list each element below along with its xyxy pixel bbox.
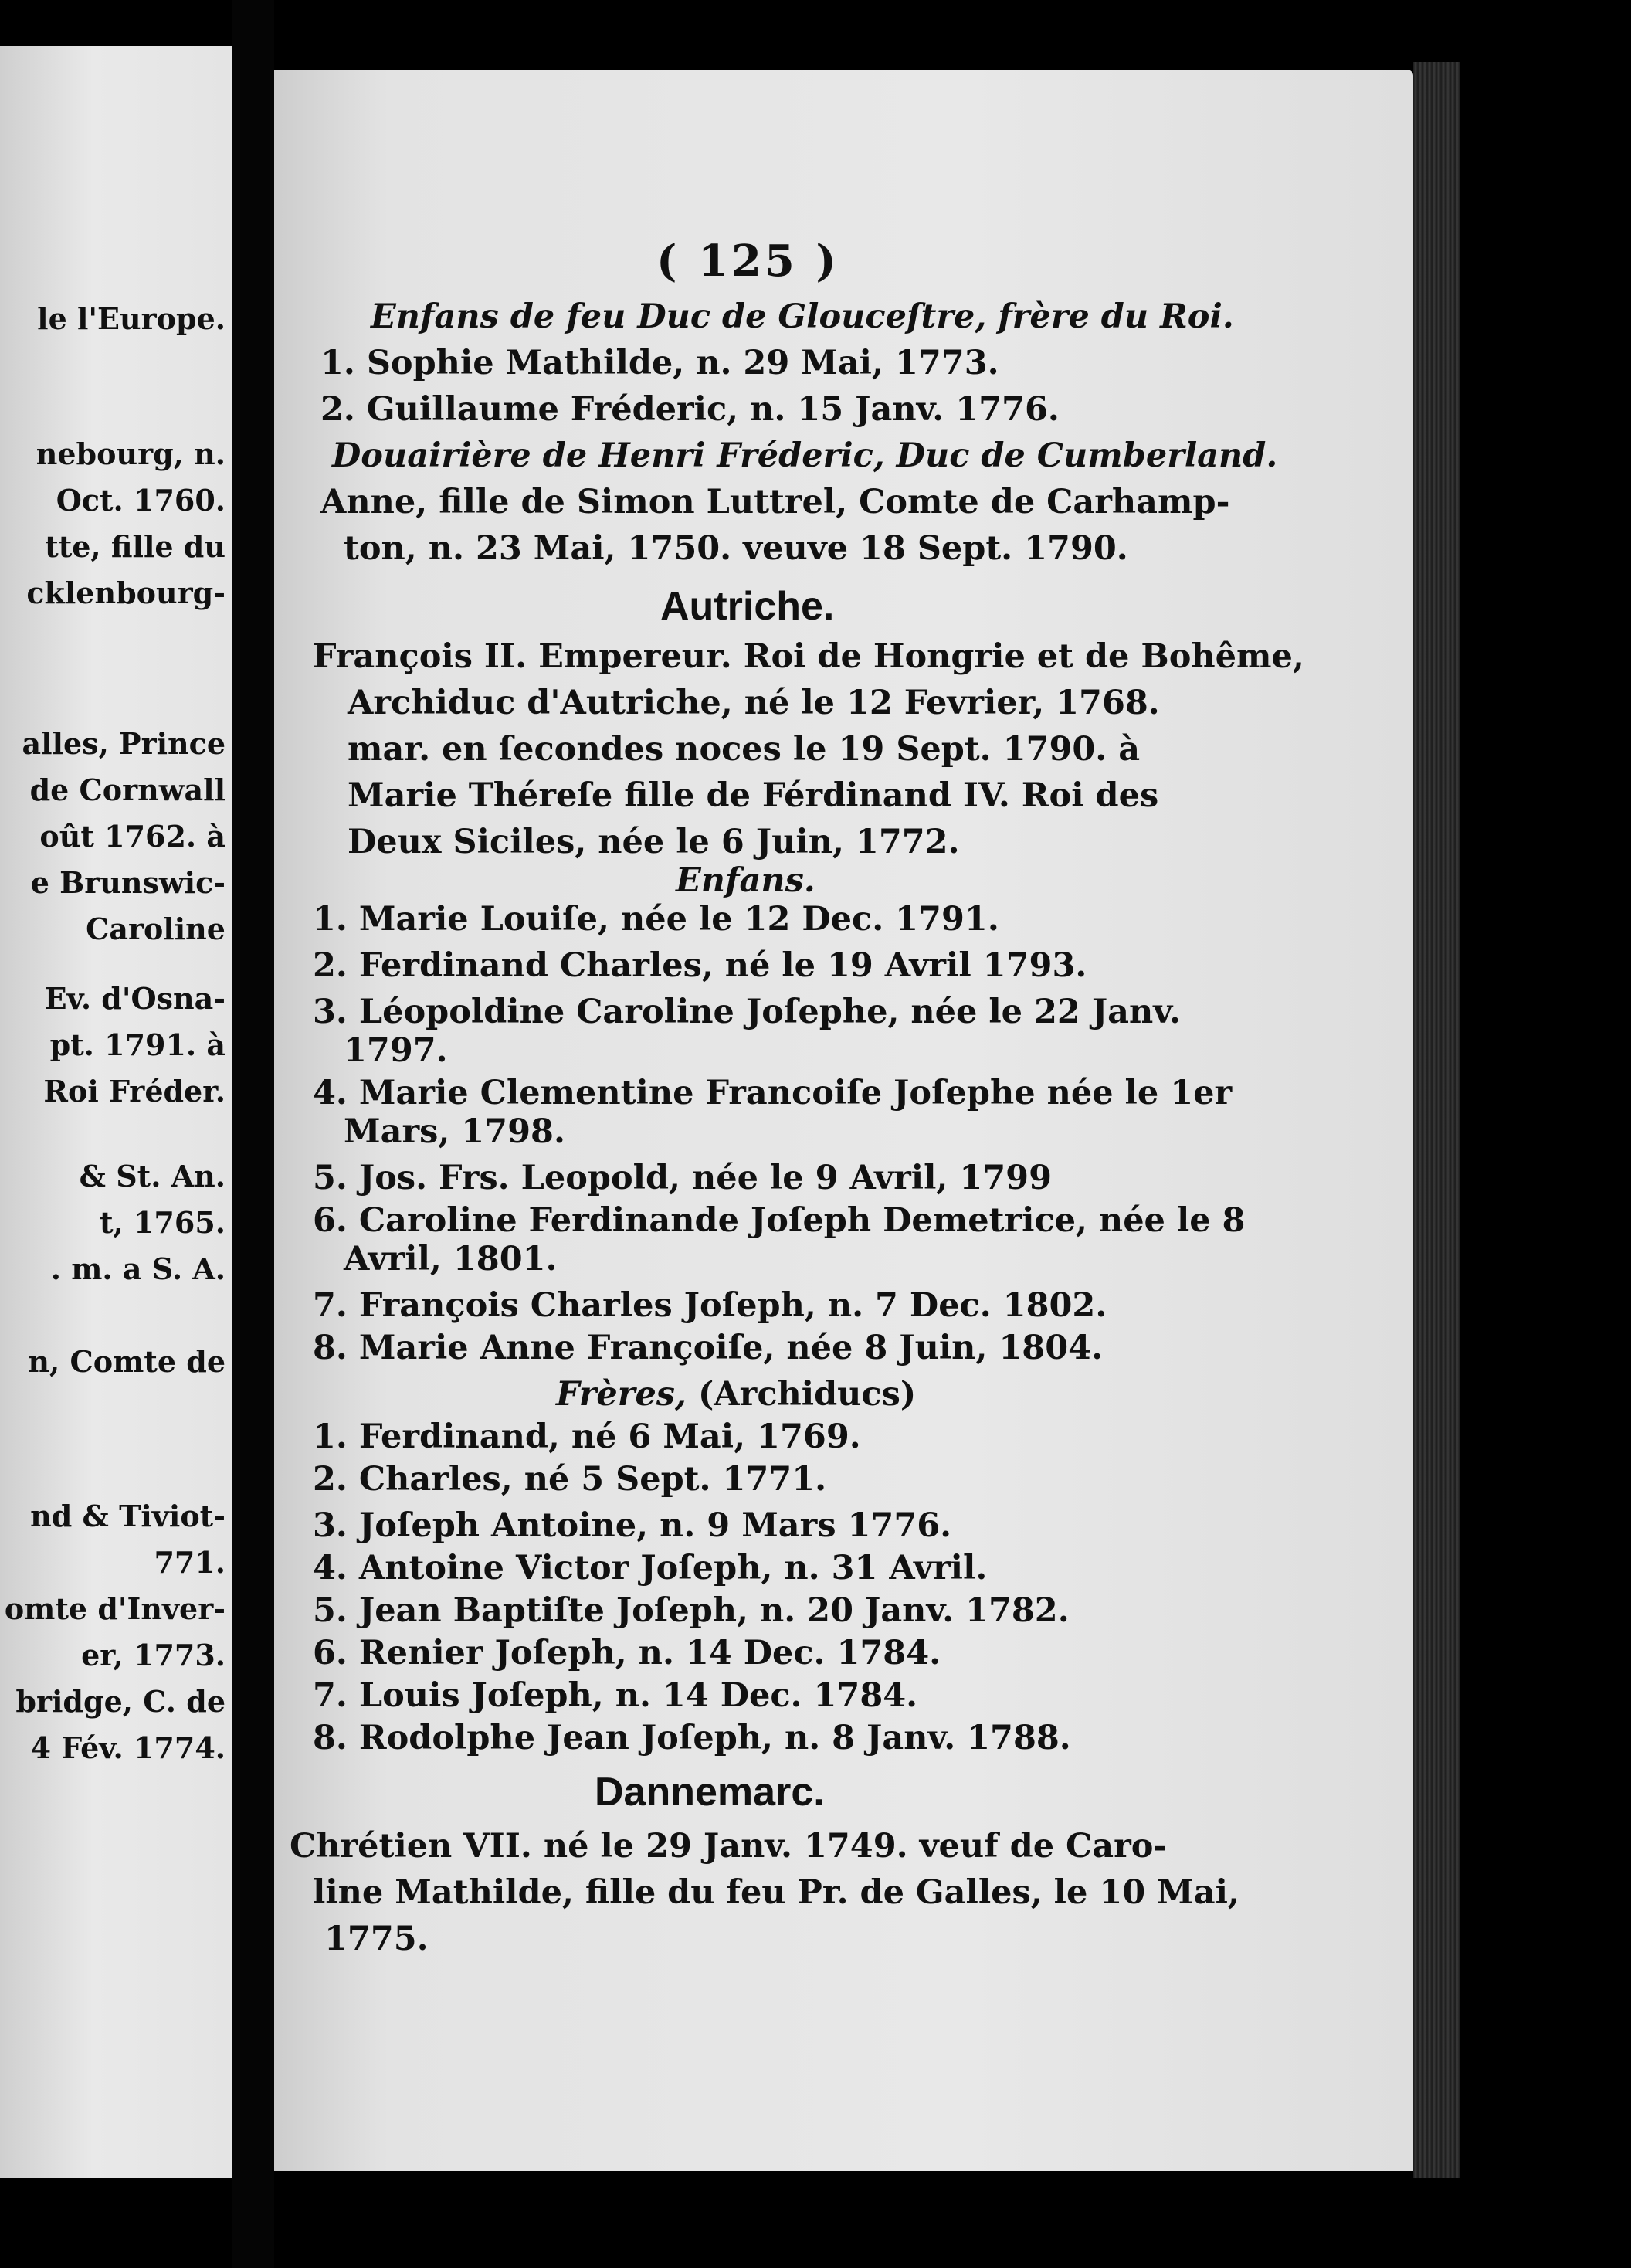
entry-line: 2. Charles, né 5 Sept. 1771. <box>313 1460 827 1499</box>
subsection-heading: Enfans. <box>676 861 816 900</box>
entry-line: Marie Théreſe fille de Férdinand IV. Roi des <box>348 776 1159 815</box>
entry-line: François II. Empereur. Roi de Hongrie et de Bohême, <box>313 637 1304 676</box>
left-line: er, 1773. <box>81 1638 225 1672</box>
entry-line: 1. Marie Louiſe, née le 12 Dec. 1791. <box>313 900 999 939</box>
left-line: Ev. d'Osna- <box>44 981 225 1016</box>
country-title: Autriche. <box>660 584 835 629</box>
left-line: omte d'Inver- <box>4 1591 225 1626</box>
entry-line: 4. Antoine Victor Joſeph, n. 31 Avril. <box>313 1549 988 1587</box>
left-line: pt. 1791. à <box>49 1027 225 1062</box>
freres-heading-label: Frères, <box>556 1375 687 1414</box>
entry-line: Mars, 1798. <box>344 1112 565 1151</box>
left-line: Caroline <box>86 912 225 946</box>
entry-line: line Mathilde, fille du feu Pr. de Galles, le 10 Mai, <box>313 1873 1239 1912</box>
entry-line: ton, n. 23 Mai, 1750. veuve 18 Sept. 1790. <box>344 529 1128 568</box>
entry-line: 3. Joſeph Antoine, n. 9 Mars 1776. <box>313 1506 952 1545</box>
entry-line: 5. Jean Baptiſte Joſeph, n. 20 Janv. 1782. <box>313 1591 1070 1630</box>
entry-line: 8. Marie Anne Françoiſe, née 8 Juin, 1804. <box>313 1329 1104 1367</box>
entry-line: 6. Renier Joſeph, n. 14 Dec. 1784. <box>313 1634 941 1672</box>
left-line: Roi Fréder. <box>43 1074 225 1109</box>
left-line: nebourg, n. <box>36 436 225 471</box>
entry-line: 8. Rodolphe Jean Joſeph, n. 8 Janv. 1788. <box>313 1719 1071 1757</box>
page-number: ( 125 ) <box>656 236 839 287</box>
entry-line: 5. Jos. Frs. Leopold, née le 9 Avril, 1799 <box>313 1159 1053 1197</box>
country-title: Dannemarc. <box>595 1770 825 1815</box>
left-line: oût 1762. à <box>39 819 225 854</box>
entry-line: 7. François Charles Joſeph, n. 7 Dec. 1802. <box>313 1286 1107 1325</box>
left-line: & St. An. <box>79 1159 225 1193</box>
entry-line: Deux Siciles, née le 6 Juin, 1772. <box>348 823 960 861</box>
entry-line: Anne, fille de Simon Luttrel, Comte de Carhamp- <box>320 483 1230 521</box>
entry-line: Avril, 1801. <box>344 1240 558 1278</box>
left-line: t, 1765. <box>99 1205 225 1240</box>
left-line: nd & Tiviot- <box>30 1499 225 1533</box>
left-line: n, Comte de <box>28 1344 225 1379</box>
left-line: bridge, C. de <box>15 1684 225 1719</box>
entry-line: 2. Ferdinand Charles, né le 19 Avril 1793. <box>313 946 1087 985</box>
entry-line: 2. Guillaume Fréderic, n. 15 Janv. 1776. <box>320 390 1060 429</box>
book-gutter <box>232 0 274 2268</box>
left-page <box>0 46 232 2178</box>
left-line: de Cornwall <box>29 772 225 807</box>
section-heading: Douairière de Henri Fréderic, Duc de Cumberland. <box>332 436 1278 475</box>
entry-line: 3. Léopoldine Caroline Joſephe, née le 22 Janv. <box>313 993 1181 1031</box>
left-line: e Brunswic- <box>30 865 225 900</box>
freres-heading-note: (Archiducs) <box>686 1375 917 1414</box>
entry-line: 1797. <box>344 1031 448 1070</box>
entry-line: mar. en ſecondes noces le 19 Sept. 1790. à <box>348 730 1141 769</box>
entry-line: 1. Sophie Mathilde, n. 29 Mai, 1773. <box>320 344 999 382</box>
entry-line: 7. Louis Joſeph, n. 14 Dec. 1784. <box>313 1676 918 1715</box>
page-edges <box>1413 62 1460 2178</box>
left-line: 771. <box>154 1545 225 1580</box>
entry-line: 6. Caroline Ferdinande Joſeph Demetrice, née le 8 <box>313 1201 1246 1240</box>
left-line: alles, Prince <box>22 726 225 761</box>
section-heading: Enfans de feu Duc de Glouceſtre, frère du Roi. <box>371 297 1234 336</box>
subsection-heading <box>556 1375 916 1414</box>
left-line: le l'Europe. <box>37 301 225 336</box>
entry-line: 4. Marie Clementine Francoiſe Joſephe née le 1er <box>313 1074 1233 1112</box>
entry-line: Archiduc d'Autriche, né le 12 Fevrier, 1768. <box>348 684 1160 722</box>
left-line: Oct. 1760. <box>56 483 225 518</box>
entry-line: 1775. <box>324 1920 429 1958</box>
left-line: cklenbourg- <box>26 575 225 610</box>
entry-line: 1. Ferdinand, né 6 Mai, 1769. <box>313 1418 861 1456</box>
left-line: 4 Fév. 1774. <box>30 1730 225 1765</box>
entry-line: Chrétien VII. né le 29 Janv. 1749. veuf de Caro- <box>290 1827 1168 1866</box>
left-line: tte, fille du <box>45 529 225 564</box>
left-line: . m. a S. A. <box>50 1251 225 1286</box>
